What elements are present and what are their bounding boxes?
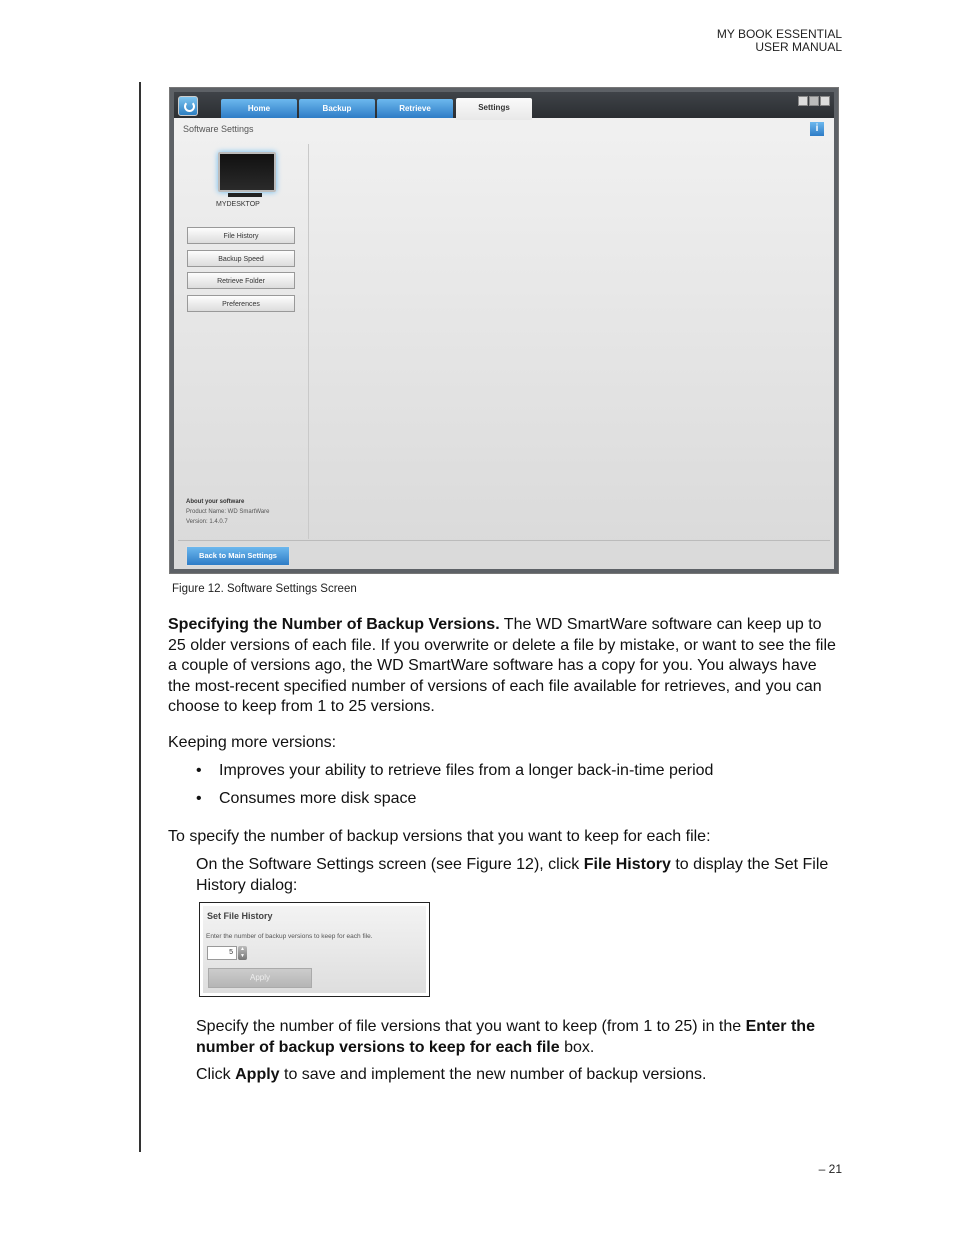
step-3 [196, 1065, 844, 1086]
back-to-main-settings-button[interactable]: Back to Main Settings [186, 546, 290, 566]
bullet-item [196, 761, 713, 781]
preferences-button[interactable]: Preferences [187, 295, 295, 312]
spin-arrows-icon[interactable]: ▲ ▼ [238, 946, 247, 960]
title-bar [174, 92, 834, 118]
settings-side-panel [178, 144, 309, 539]
about-version: Version: 1.4.0.7 [186, 519, 228, 525]
retrieve-folder-button[interactable]: Retrieve Folder [187, 272, 295, 289]
backup-speed-button[interactable]: Backup Speed [187, 250, 295, 267]
about-title: About your software [186, 499, 245, 505]
info-icon[interactable]: i [810, 122, 824, 136]
dialog-label: Enter the number of backup versions to keep for each file. [206, 933, 373, 940]
to-specify-text: To specify the number of backup versions that you want to keep for each file: [168, 828, 711, 845]
computer-name: MYDESKTOP [216, 201, 260, 208]
figure-caption: Figure 12. Software Settings Screen [172, 583, 357, 595]
intro-paragraph [168, 615, 843, 718]
maximize-icon[interactable] [809, 96, 819, 106]
running-header [717, 28, 842, 54]
step-3-bold: Apply [235, 1066, 280, 1083]
header-line-1: MY BOOK ESSENTIAL [716, 27, 842, 41]
versions-input[interactable]: 5 [207, 946, 237, 960]
tab-settings[interactable]: Settings [456, 98, 532, 120]
apply-button[interactable]: Apply [208, 968, 312, 988]
minimize-icon[interactable] [798, 96, 808, 106]
file-history-button[interactable]: File History [187, 227, 295, 244]
tab-home[interactable]: Home [221, 99, 297, 118]
step-1-pre: On the Software Settings screen (see Figure 12), click [196, 856, 584, 873]
step-1-post: to display the Set File History dialog: [196, 856, 829, 894]
bullet-text: Consumes more disk space [219, 790, 417, 807]
monitor-stand [228, 193, 262, 197]
screen-subtitle: Software Settings [183, 124, 254, 134]
step-1-bold: File History [583, 856, 671, 873]
tab-retrieve[interactable]: Retrieve [377, 99, 453, 118]
step-3-post: to save and implement the new number of backup versions. [279, 1066, 707, 1083]
step-2 [196, 1017, 844, 1058]
step-1 [196, 855, 844, 896]
section-heading: Specifying the Number of Backup Versions. [168, 616, 500, 633]
bullet-item [196, 789, 416, 809]
footer-divider [178, 540, 830, 541]
intro-text: The WD SmartWare software can keep up to 25 older versions of each file. If you overwrite or delete a file by mistake, or want to see the file a couple of versions ago, the WD SmartWare software has a copy for you. You always have the most-recent specified number of versions of each file available for retrieves, and you can choose to keep from 1 to 25 versions. [168, 616, 836, 715]
step-2-pre: Specify the number of file versions that you want to keep (from 1 to 25) in the [196, 1018, 746, 1035]
step-2-post: box. [559, 1038, 595, 1056]
bullet-icon: • [196, 790, 202, 807]
window-body [174, 92, 834, 569]
dialog-title: Set File History [207, 911, 273, 921]
dialog-body [203, 906, 426, 993]
bullet-icon: • [196, 762, 202, 779]
app-logo-icon [178, 96, 198, 116]
computer-monitor-icon [218, 152, 276, 192]
page-number: – 21 [818, 1162, 842, 1176]
tab-backup[interactable]: Backup [299, 99, 375, 118]
about-software [186, 497, 269, 527]
set-file-history-dialog [199, 902, 430, 997]
software-settings-screenshot [169, 87, 839, 574]
about-product: Product Name: WD SmartWare [186, 509, 270, 515]
bullet-text: Improves your ability to retrieve files from a longer back-in-time period [219, 762, 714, 779]
header-line-2: USER MANUAL [755, 40, 842, 54]
close-icon[interactable] [820, 96, 830, 106]
step-2-bold: Enter the number of backup versions to keep for each file [196, 1018, 815, 1056]
margin-rule [139, 82, 141, 1152]
keeping-more-text: Keeping more versions: [168, 734, 337, 751]
step-3-pre: Click [196, 1066, 236, 1083]
